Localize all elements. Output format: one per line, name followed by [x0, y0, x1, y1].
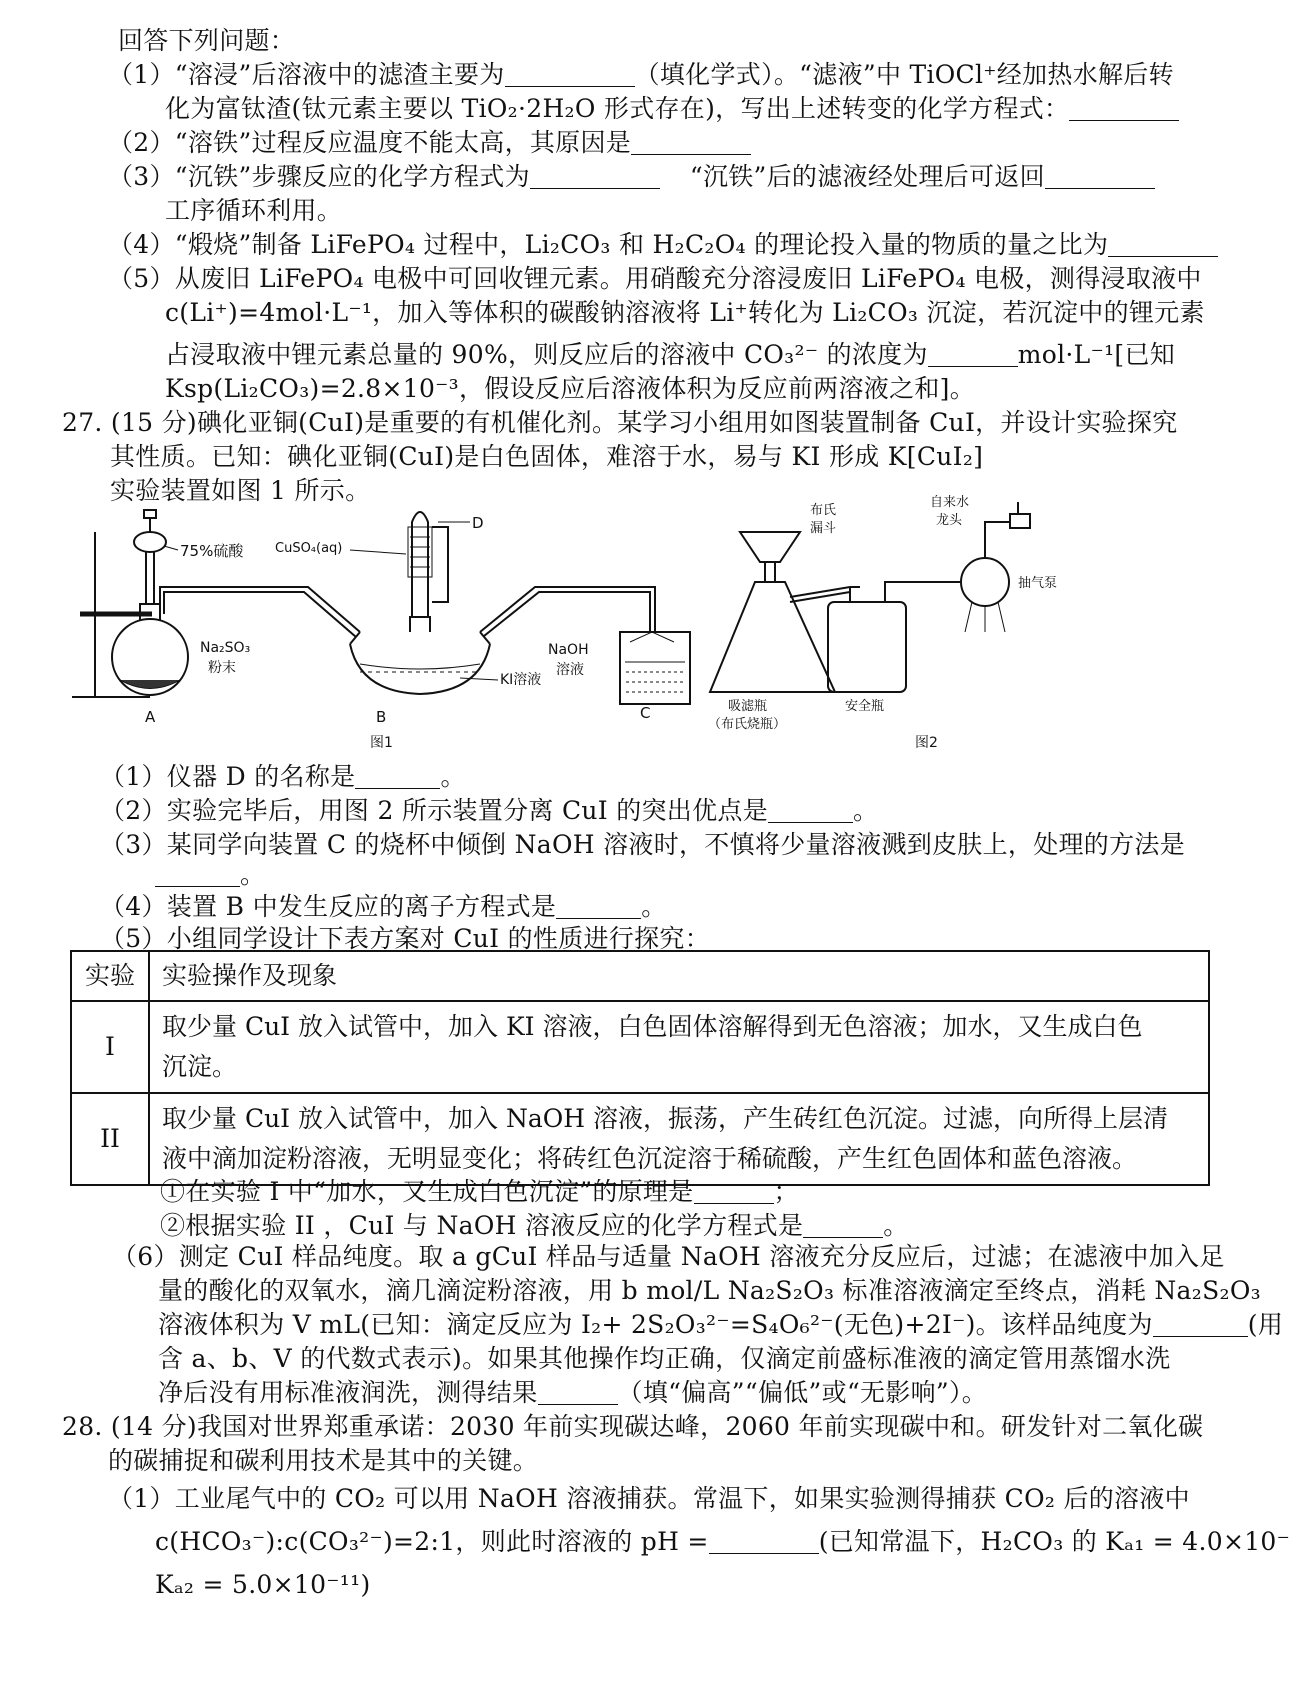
label-tap-b: 龙头: [936, 513, 963, 528]
label-fig1: 图1: [370, 735, 393, 751]
q26-3-text-b: “沉铁”后的滤液经处理后可返回: [689, 162, 1045, 191]
q27-known: 其性质。已知：碘化亚铜(CuI)是白色固体，难溶于水，易与 KI 形成 K[CuI₂]: [110, 442, 984, 471]
q28-1-line3: Kₐ₂ = 5.0×10⁻¹¹): [155, 1570, 371, 1599]
answer-blank[interactable]: [155, 860, 240, 887]
q28-intro: 的碳捕捉和碳利用技术是其中的关键。: [108, 1446, 539, 1475]
label-suction-flask: 吸滤瓶: [728, 699, 768, 714]
answer-blank[interactable]: [631, 128, 751, 155]
q27-5-2-line: ②根据实验 II ，CuI 与 NaOH 溶液反应的化学方程式是 。: [160, 1211, 909, 1240]
q26-2-text: （2）“溶铁”过程反应温度不能太高，其原因是: [108, 128, 632, 157]
label-pump: 抽气泵: [1018, 576, 1058, 591]
table-header-experiment: 实验: [71, 951, 149, 1001]
label-na2so3: Na₂SO₃: [200, 640, 251, 656]
q28-1-line: （1）工业尾气中的 CO₂ 可以用 NaOH 溶液捕获。常温下，如果实验测得捕获 CO₂ 后的溶液中: [108, 1484, 1190, 1513]
answer-blank[interactable]: [1153, 1310, 1248, 1337]
q27-5-1-text: ①在实验 I 中“加水，又生成白色沉淀”的原理是: [160, 1177, 694, 1206]
q26-1-text-a: （1）“溶浸”后溶液中的滤渣主要为: [108, 60, 505, 89]
q26-5-line2: c(Li⁺)=4mol·L⁻¹，加入等体积的碳酸钠溶液将 Li⁺转化为 Li₂CO₃ 沉淀，若沉淀中的锂元素: [165, 298, 1205, 327]
table-row: [71, 1001, 1209, 1093]
answer-blank[interactable]: [1069, 94, 1179, 121]
q27-1-line: （1）仪器 D 的名称是 。: [100, 762, 466, 791]
q26-1-line2: [165, 92, 1179, 126]
q26-4-line: [108, 228, 1218, 262]
q27-6-line3: 溶液体积为 V mL(已知：滴定反应为 I₂+ 2S₂O₃²⁻=S₄O₆²⁻(无色)+2I⁻)。该样品纯度为 (用: [158, 1310, 1284, 1339]
label-c: C: [640, 704, 651, 722]
dropping-funnel-a: [134, 532, 166, 552]
q28-heading: 28. (14 分)我国对世界郑重承诺：2030 年前实现碳达峰，2060 年前实现碳中和。研发针对二氧化碳: [62, 1412, 1204, 1441]
table-cell-line: 沉淀。: [162, 1052, 238, 1081]
q27-4-line: （4）装置 B 中发生反应的离子方程式是 。: [100, 892, 667, 921]
table-cell-line: 取少量 CuI 放入试管中，加入 KI 溶液，白色固体溶解得到无色溶液；加水，又生成白色: [162, 1012, 1143, 1041]
q26-1-text-c: 化为富钛渣(钛元素主要以 TiO₂·2H₂O 形式存在)，写出上述转变的化学方程式：: [165, 94, 1070, 123]
buchner-funnel: [740, 532, 800, 562]
table-cell-id: I: [71, 1001, 149, 1093]
q27-6-line5: [158, 1376, 987, 1410]
q27-6-line4: 含 a、b、V 的代数式表示)。如果其他操作均正确，仅滴定前盛标准液的滴定管用蒸馏水洗: [158, 1344, 1171, 1373]
answer-blank[interactable]: [803, 1211, 883, 1238]
table-header-operation: 实验操作及现象: [149, 951, 1209, 1001]
label-tap-a: 自来水: [930, 495, 970, 510]
beaker-c: [620, 632, 690, 704]
q28-1-text-b: (已知常温下，H₂CO₃ 的 Kₐ₁ = 4.0×10⁻: [818, 1527, 1290, 1556]
q26-2-line: [108, 126, 751, 160]
table-cell-operation: [149, 1093, 1209, 1185]
table-cell-line: 取少量 CuI 放入试管中，加入 NaOH 溶液，振荡，产生砖红色沉淀。过滤，向所得上层清: [162, 1104, 1168, 1133]
q27-heading: 27. (15 分)碘化亚铜(CuI)是重要的有机催化剂。某学习小组用如图装置制备 CuI，并设计实验探究: [62, 408, 1178, 437]
q26-3-line2: 工序循环利用。: [165, 196, 343, 225]
q28-1-text: c(HCO₃⁻):c(CO₃²⁻)=2:1，则此时溶液的 pH =: [155, 1527, 709, 1556]
answer-blank[interactable]: [505, 60, 635, 87]
q26-5-line4: Ksp(Li₂CO₃)=2.8×10⁻³，假设反应后溶液体积为反应前两溶液之和]。: [165, 374, 976, 403]
label-buchner-b: 漏斗: [810, 521, 837, 536]
table-row: [71, 1093, 1209, 1185]
q27-3-line: （3）某同学向装置 C 的烧杯中倾倒 NaOH 溶液时，不慎将少量溶液溅到皮肤上，处理的方法是: [100, 830, 1186, 859]
label-powder: 粉末: [208, 660, 236, 676]
table-cell-operation: [149, 1001, 1209, 1093]
label-sulfuric: 75%硫酸: [180, 542, 244, 560]
q27-6-text-f: （填“偏高”“偏低”或“无影响”）。: [617, 1378, 988, 1407]
aspirator-pump: [961, 558, 1009, 606]
answer-blank[interactable]: [538, 1378, 618, 1405]
answer-blank[interactable]: [928, 340, 1018, 367]
q27-6-line1: （6）测定 CuI 样品纯度。取 a gCuI 样品与适量 NaOH 溶液充分反应后，过滤；在滤液中加入足: [112, 1242, 1225, 1271]
answer-blank[interactable]: [355, 762, 440, 789]
q27-figure-intro: 实验装置如图 1 所示。: [110, 476, 371, 505]
answer-blank[interactable]: [556, 892, 641, 919]
q26-1-text-b: （填化学式）。“滤液”中 TiOCl⁺经加热水解后转: [634, 60, 1174, 89]
q26-1-line: [108, 58, 1174, 92]
q27-4-text: （4）装置 B 中发生反应的离子方程式是: [100, 892, 557, 921]
q26-4-text: （4）“煅烧”制备 LiFePO₄ 过程中，Li₂CO₃ 和 H₂C₂O₄ 的理论投入量的物质的量之比为: [108, 230, 1109, 259]
label-safety: 安全瓶: [845, 699, 885, 714]
q27-2-line: （2）实验完毕后，用图 2 所示装置分离 CuI 的突出优点是 。: [100, 796, 879, 825]
q26-5-line: （5）从废旧 LiFePO₄ 电极中可回收锂元素。用硝酸充分溶浸废旧 LiFePO₄ 电极，测得浸取液中: [108, 264, 1202, 293]
label-fig2: 图2: [915, 735, 938, 751]
answer-blank[interactable]: [768, 796, 853, 823]
q26-5-line3: [165, 338, 1175, 372]
experiment-table: [70, 950, 1210, 1186]
answer-blank[interactable]: [530, 162, 660, 189]
table-cell-id: II: [71, 1093, 149, 1185]
label-solution: 溶液: [556, 662, 584, 678]
q27-5-2-text: ②根据实验 II ，CuI 与 NaOH 溶液反应的化学方程式是: [160, 1211, 804, 1240]
table-cell-line: 液中滴加淀粉溶液，无明显变化；将砖红色沉淀溶于稀硫酸，产生红色固体和蓝色溶液。: [162, 1144, 1138, 1173]
label-d: D: [472, 514, 484, 532]
answer-blank[interactable]: [1045, 162, 1155, 189]
q27-6-text: 溶液体积为 V mL(已知：滴定反应为 I₂+ 2S₂O₃²⁻=S₄O₆²⁻(无色)+2I⁻)。该样品纯度为: [158, 1310, 1153, 1339]
label-buchner-flask: （布氏烧瓶）: [708, 717, 787, 732]
label-a: A: [145, 708, 156, 726]
q27-2-text: （2）实验完毕后，用图 2 所示装置分离 CuI 的突出优点是: [100, 796, 769, 825]
label-naoh: NaOH: [548, 642, 589, 658]
safety-bottle: [828, 602, 906, 692]
q26-3-line: [108, 160, 1155, 194]
table-header-row: [71, 951, 1209, 1001]
answer-blank[interactable]: [694, 1177, 774, 1204]
answer-blank[interactable]: [1108, 230, 1218, 257]
label-cuso4: CuSO₄(aq): [275, 541, 343, 556]
q27-6-line2: 量的酸化的双氧水，滴几滴淀粉溶液，用 b mol/L Na₂S₂O₃ 标准溶液滴定至终点，消耗 Na₂S₂O₃: [158, 1276, 1261, 1305]
side-arm-d: [432, 527, 448, 602]
q27-5-line: （5）小组同学设计下表方案对 CuI 的性质进行探究：: [100, 924, 711, 953]
constant-pressure-funnel: [412, 512, 428, 617]
q27-1-text: （1）仪器 D 的名称是: [100, 762, 356, 791]
q27-5-1-line: ①在实验 I 中“加水，又生成白色沉淀”的原理是 ；: [160, 1177, 799, 1206]
q28-1-line2: [155, 1525, 1290, 1559]
answer-heading: 回答下列问题：: [118, 26, 296, 55]
label-buchner-a: 布氏: [810, 503, 837, 518]
label-b: B: [376, 708, 387, 726]
answer-blank[interactable]: [709, 1527, 819, 1554]
q26-3-text-a: （3）“沉铁”步骤反应的化学方程式为: [108, 162, 530, 191]
q26-5-text-b: mol·L⁻¹[已知: [1017, 340, 1176, 369]
q27-3-blank-line: 。: [155, 858, 265, 892]
q26-5-text-a: 占浸取液中锂元素总量的 90%，则反应后的溶液中 CO₃²⁻ 的浓度为: [165, 340, 928, 369]
label-ki: KI溶液: [500, 672, 542, 688]
q27-6-text-e: 净后没有用标准液润洗，测得结果: [158, 1378, 538, 1407]
